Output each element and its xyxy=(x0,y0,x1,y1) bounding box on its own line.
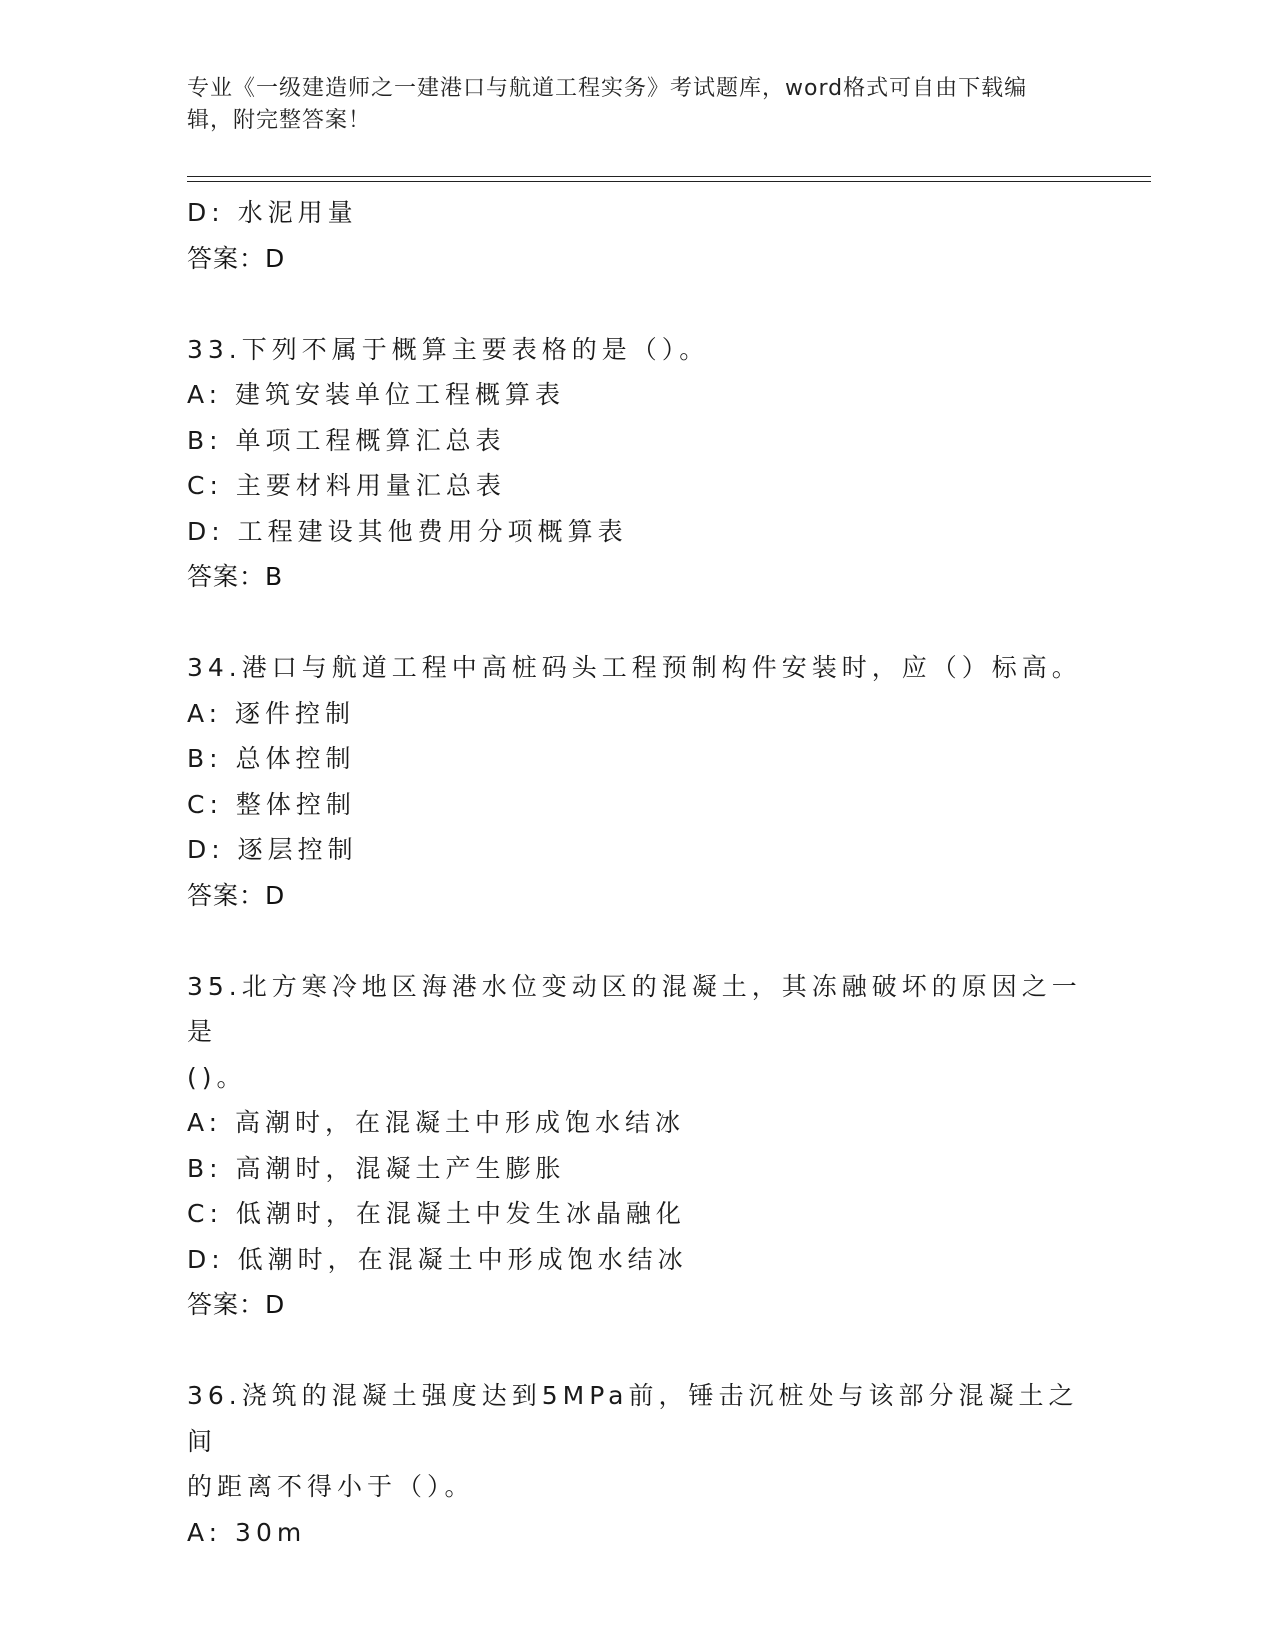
text-line: D: 工程建设其他费用分项概算表 xyxy=(187,516,628,546)
text-line: C: 整体控制 xyxy=(187,789,356,819)
text-line: D: 低潮时，在混凝土中形成饱水结冰 xyxy=(187,1244,688,1274)
text-line: A: 逐件控制 xyxy=(187,698,356,728)
question-list xyxy=(187,190,1087,1555)
text-line: 34.港口与航道工程中高桩码头工程预制构件安装时，应（）标高。 xyxy=(187,653,1082,682)
text-line: B: 高潮时，混凝土产生膨胀 xyxy=(187,1153,566,1183)
text-line: A: 建筑安装单位工程概算表 xyxy=(187,380,566,409)
text-line: 36.浇筑的混凝土强度达到5MPa前，锤击沉桩处与该部分混凝土之间 xyxy=(187,1381,1079,1456)
header-rule-bottom xyxy=(187,181,1151,182)
answer-line: 答案：D xyxy=(187,880,286,910)
text-line: ()。 xyxy=(187,1062,247,1092)
text-line: B: 单项工程概算汇总表 xyxy=(187,425,506,455)
text-line: D: 水泥用量 xyxy=(187,198,358,227)
text-line: A: 高潮时，在混凝土中形成饱水结冰 xyxy=(187,1108,686,1137)
text-line: D: 逐层控制 xyxy=(187,835,358,864)
answer-line: 答案：D xyxy=(187,1290,286,1319)
block-spacer xyxy=(187,281,1087,327)
block-spacer xyxy=(187,600,1087,646)
block-spacer xyxy=(187,918,1087,964)
text-line: 33.下列不属于概算主要表格的是（）。 xyxy=(187,334,710,364)
header-rule-top xyxy=(187,176,1151,177)
answer-line: 答案：D xyxy=(187,243,286,273)
text-line: 35.北方寒冷地区海港水位变动区的混凝土，其冻融破坏的原因之一是 xyxy=(187,971,1082,1046)
text-line: 的距离不得小于（）。 xyxy=(187,1472,475,1501)
text-line: A: 30m xyxy=(187,1517,307,1547)
text-line: B: 总体控制 xyxy=(187,744,356,773)
block-spacer xyxy=(187,1328,1087,1374)
answer-line: 答案：B xyxy=(187,562,284,591)
text-line: C: 低潮时，在混凝土中发生冰晶融化 xyxy=(187,1199,686,1228)
text-line: C: 主要材料用量汇总表 xyxy=(187,471,506,500)
page-header: 专业《一级建造师之一建港口与航道工程实务》考试题库，word格式可自由下载编辑，附完整答案！ xyxy=(187,76,1028,133)
